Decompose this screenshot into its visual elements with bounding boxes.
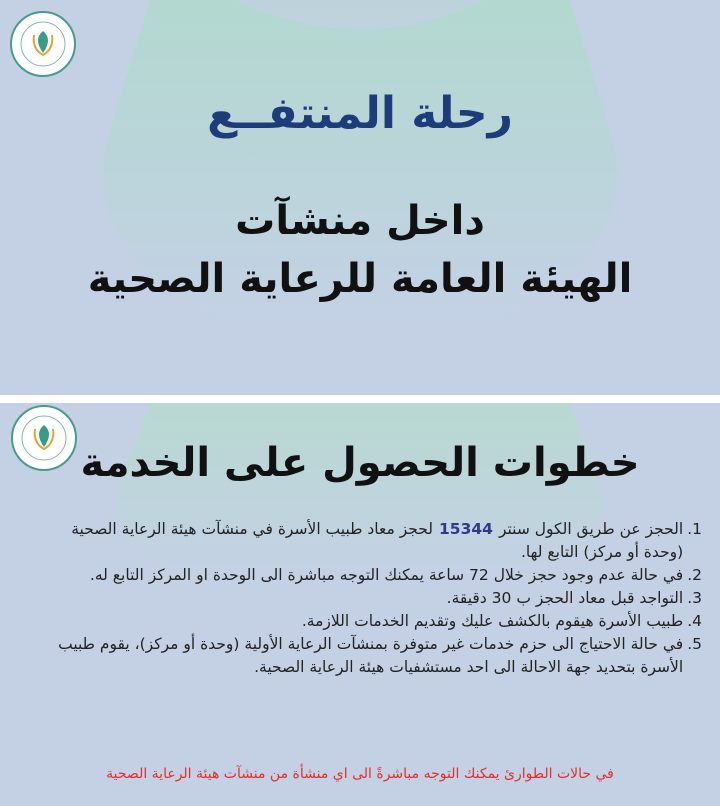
step-item <box>42 564 702 587</box>
healthcare-authority-logo <box>10 11 76 77</box>
steps-list <box>42 518 702 679</box>
step-text-after: لحجز معاد طبيب الأسرة في منشآت هيئة الرعاية الصحية (وحدة أو مركز) التابع لها. <box>71 520 684 561</box>
step-number: 2. <box>687 566 702 584</box>
call-center-number: 15344 <box>439 520 493 538</box>
step-item <box>42 633 702 679</box>
step-text: في حالة عدم وجود حجز خلال 72 ساعة يمكنك التوجه مباشرة الى الوحدة او المركز التابع له. <box>89 566 684 584</box>
slide-divider <box>0 395 720 403</box>
step-number: 4. <box>687 612 702 630</box>
step-text <box>42 518 683 564</box>
slide-journey <box>0 0 720 395</box>
journey-subtitle-line1: داخل منشآت <box>235 198 485 244</box>
step-item <box>42 587 702 610</box>
step-text: التواجد قبل معاد الحجز ب 30 دقيقة. <box>446 589 684 607</box>
step-text-before: الحجز عن طريق الكول سنتر <box>498 520 684 538</box>
emergency-note: في حالات الطوارئ يمكنك التوجه مباشرةً الى اي منشأة من منشآت هيئة الرعاية الصحية <box>106 766 614 782</box>
step-text: في حالة الاحتياج الى حزم خدمات غير متوفرة بمنشآت الرعاية الأولية (وحدة أو مركز)، يقوم طبيب الأسرة بتحديد جهة الاحالة الى احد مستشفيات هيئة الرعاية الصحية. <box>58 635 684 676</box>
step-item <box>42 610 702 633</box>
journey-subtitle-line2: الهيئة العامة للرعاية الصحية <box>87 256 633 302</box>
step-number: 5. <box>687 635 702 653</box>
steps-title: خطوات الحصول على الخدمة <box>80 440 640 486</box>
journey-title: رحلة المنتفــع <box>207 88 513 139</box>
step-text: طبيب الأسرة هيقوم بالكشف عليك وتقديم الخدمات اللازمة. <box>301 612 684 630</box>
step-number: 1. <box>687 520 702 538</box>
step-item <box>42 518 702 564</box>
step-number: 3. <box>687 589 702 607</box>
lotus-logo-icon <box>12 13 74 75</box>
